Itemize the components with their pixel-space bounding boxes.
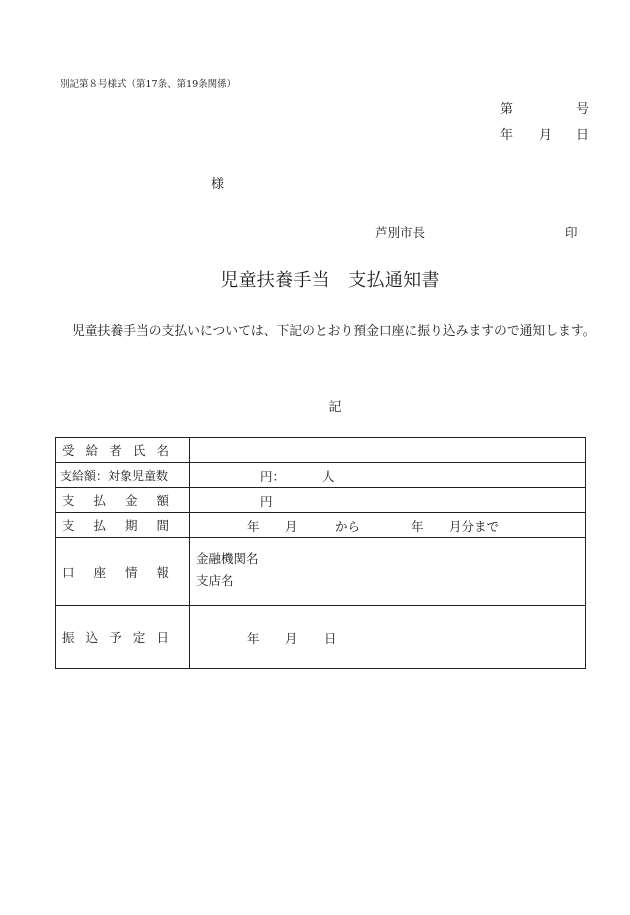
label-char: 支 <box>62 518 75 533</box>
label-char: 支 <box>62 493 75 508</box>
payment-amount-label <box>56 488 190 513</box>
label-char: 振 <box>62 630 75 645</box>
account-info-row <box>56 538 586 606</box>
label-char: 者 <box>109 443 122 458</box>
label-char: 情 <box>124 564 138 580</box>
payment-details-table <box>55 437 586 669</box>
label-char: 報 <box>156 564 169 580</box>
amount-children-value[interactable] <box>190 463 586 488</box>
yen-unit: 円： <box>260 469 286 484</box>
payment-amount-row <box>56 488 586 513</box>
issuer-name: 芦別市長 <box>375 225 426 240</box>
payment-period-row <box>56 513 586 538</box>
transfer-day: 日 <box>324 631 337 646</box>
label-char: 額 <box>156 493 169 508</box>
transfer-date-value[interactable] <box>190 606 586 669</box>
issue-date-year: 年 <box>500 128 514 143</box>
recipient-name-value[interactable] <box>190 438 586 463</box>
persons-unit: 人 <box>322 469 335 484</box>
period-from-month: 月 <box>285 519 298 534</box>
label-char: 受 <box>62 443 75 458</box>
yen-unit: 円 <box>260 494 273 509</box>
issue-date-month: 月 <box>539 128 553 143</box>
bank-name-label: 金融機関名 <box>196 550 259 566</box>
recipient-name-label <box>56 438 190 463</box>
document-number-label: 第 <box>500 102 514 117</box>
period-to-year: 年 <box>411 519 424 534</box>
account-info-value[interactable] <box>190 538 586 606</box>
seal-mark: 印 <box>565 225 578 240</box>
label-char: 定 <box>132 630 146 645</box>
recipient-honorific: 様 <box>211 177 225 192</box>
label-char: 金 <box>124 493 138 508</box>
amount-children-label: 支給額：対象児童数 <box>56 463 190 488</box>
label-char: 払 <box>93 493 106 508</box>
recipient-row <box>56 438 586 463</box>
transfer-month: 月 <box>285 631 298 646</box>
label-char: 間 <box>156 518 169 533</box>
payment-amount-value[interactable] <box>190 488 586 513</box>
label-char: 予 <box>109 630 122 645</box>
document-number-suffix: 号 <box>576 102 590 117</box>
payment-period-value[interactable] <box>190 513 586 538</box>
document-title: 児童扶養手当 支払通知書 <box>220 270 440 291</box>
period-to-month: 月分まで <box>449 519 500 534</box>
period-from-year: 年 <box>247 519 260 534</box>
transfer-date-row <box>56 606 586 669</box>
notice-body: 児童扶養手当の支払いについては、下記のとおり預金口座に振り込みますので通知します。 <box>72 324 596 339</box>
label-char: 日 <box>156 630 169 645</box>
transfer-date-label <box>56 606 190 669</box>
amount-children-row <box>56 463 586 488</box>
label-char: 給 <box>85 443 99 458</box>
label-char: 座 <box>93 564 106 580</box>
issue-date-day: 日 <box>576 128 590 143</box>
label-char: 氏 <box>132 443 146 458</box>
label-char: 口 <box>62 564 75 580</box>
label-char: 期 <box>124 518 138 533</box>
transfer-year: 年 <box>247 631 260 646</box>
label-char: 払 <box>93 518 106 533</box>
form-number: 別記第８号様式（第17条、第19条関係） <box>60 79 237 90</box>
label-char: 名 <box>156 443 169 458</box>
branch-name-label: 支店名 <box>196 572 234 588</box>
period-from-text: から <box>335 519 361 534</box>
label-char: 込 <box>85 630 99 645</box>
ki-heading: 記 <box>328 400 342 415</box>
account-info-label <box>56 538 190 606</box>
payment-period-label <box>56 513 190 538</box>
